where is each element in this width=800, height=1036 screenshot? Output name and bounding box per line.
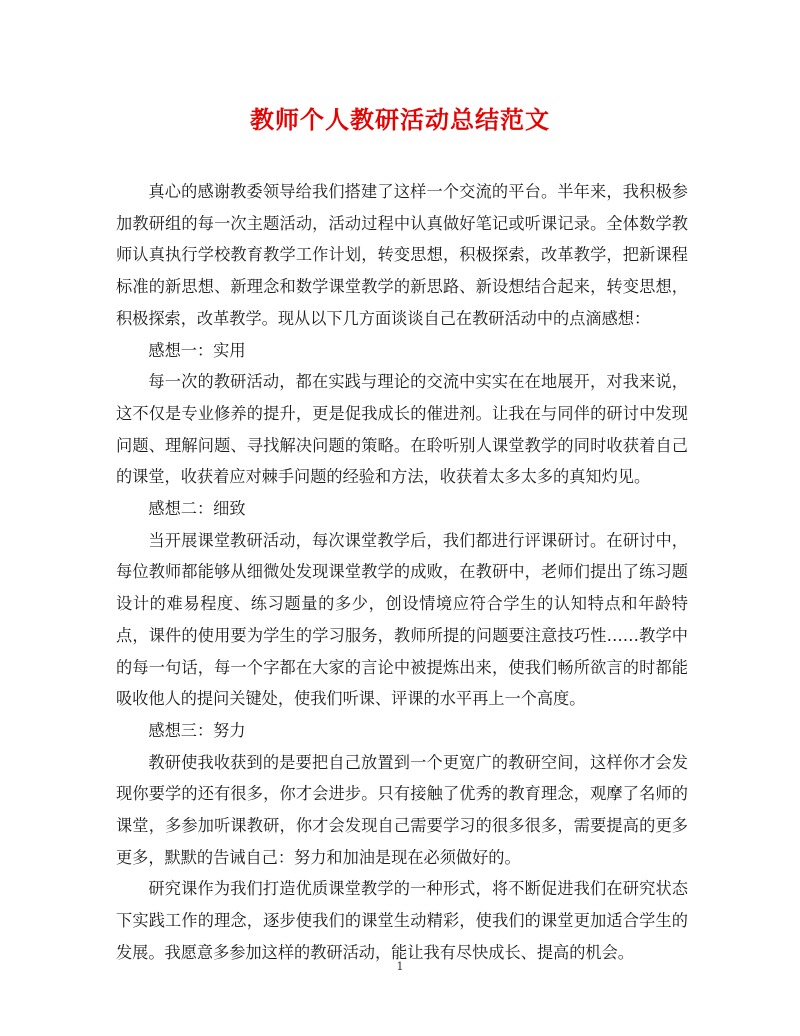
section-heading-detailed: 感想二：细致: [148, 499, 246, 519]
section-heading-practical: 感想一：实用: [148, 340, 246, 360]
document-title: 教师个人教研活动总结范文: [250, 105, 550, 134]
practical-paragraph: 每一次的教研活动，都在实践与理论的交流中实实在在地展开，对我来说，这不仅是专业修养的提升，更是促我成长的催进剂。让我在与同伴的研讨中发现问题、理解问题、寻找解决问题的策略。在聆听别人课堂教学的同时收获着自己的课堂，收获着应对棘手问题的经验和方法，收获着太多太多的真知灼见。: [116, 372, 688, 487]
section-heading-effort: 感想三：努力: [148, 720, 246, 740]
effort-paragraph: 教研使我收获到的是要把自己放置到一个更宽广的教研空间，这样你才会发现你要学的还有很多，你才会进步。只有接触了优秀的教育理念，观摩了名师的课堂，多参加听课教研，你才会发现自己需要学习的很多很多，需要提高的更多更多，默默的告诫自己：努力和加油是现在必须做好的。: [116, 752, 688, 867]
closing-paragraph: 研究课作为我们打造优质课堂教学的一种形式，将不断促进我们在研究状态下实践工作的理念，逐步使我们的课堂生动精彩，使我们的课堂更加适合学生的发展。我愿意多参加这样的教研活动，能让我有尽快成长、提高的机会。: [116, 879, 688, 962]
document-body: [116, 176, 688, 969]
intro-paragraph: 真心的感谢教委领导给我们搭建了这样一个交流的平台。半年来，我积极参加教研组的每一次主题活动，活动过程中认真做好笔记或听课记录。全体数学教师认真执行学校教育教学工作计划，转变思想，积极探索，改革教学，把新课程标准的新思想、新理念和数学课堂教学的新思路、新设想结合起来，转变思想，积极探索，改革教学。现从以下几方面谈谈自己在教研活动中的点滴感想：: [116, 182, 688, 328]
detailed-paragraph: 当开展课堂教研活动，每次课堂教学后，我们都进行评课研讨。在研讨中，每位教师都能够从细微处发现课堂教学的成败，在教研中，老师们提出了练习题设计的难易程度、练习题量的多少，创设情境应符合学生的认知特点和年龄特点，课件的使用要为学生的学习服务，教师所提的问题要注意技巧性……教学中的每一句话，每一个字都在大家的言论中被提炼出来，使我们畅所欲言的时都能吸收他人的提问关键处，使我们听课、评课的水平再上一个高度。: [116, 530, 688, 709]
page-number: 1: [396, 960, 404, 973]
